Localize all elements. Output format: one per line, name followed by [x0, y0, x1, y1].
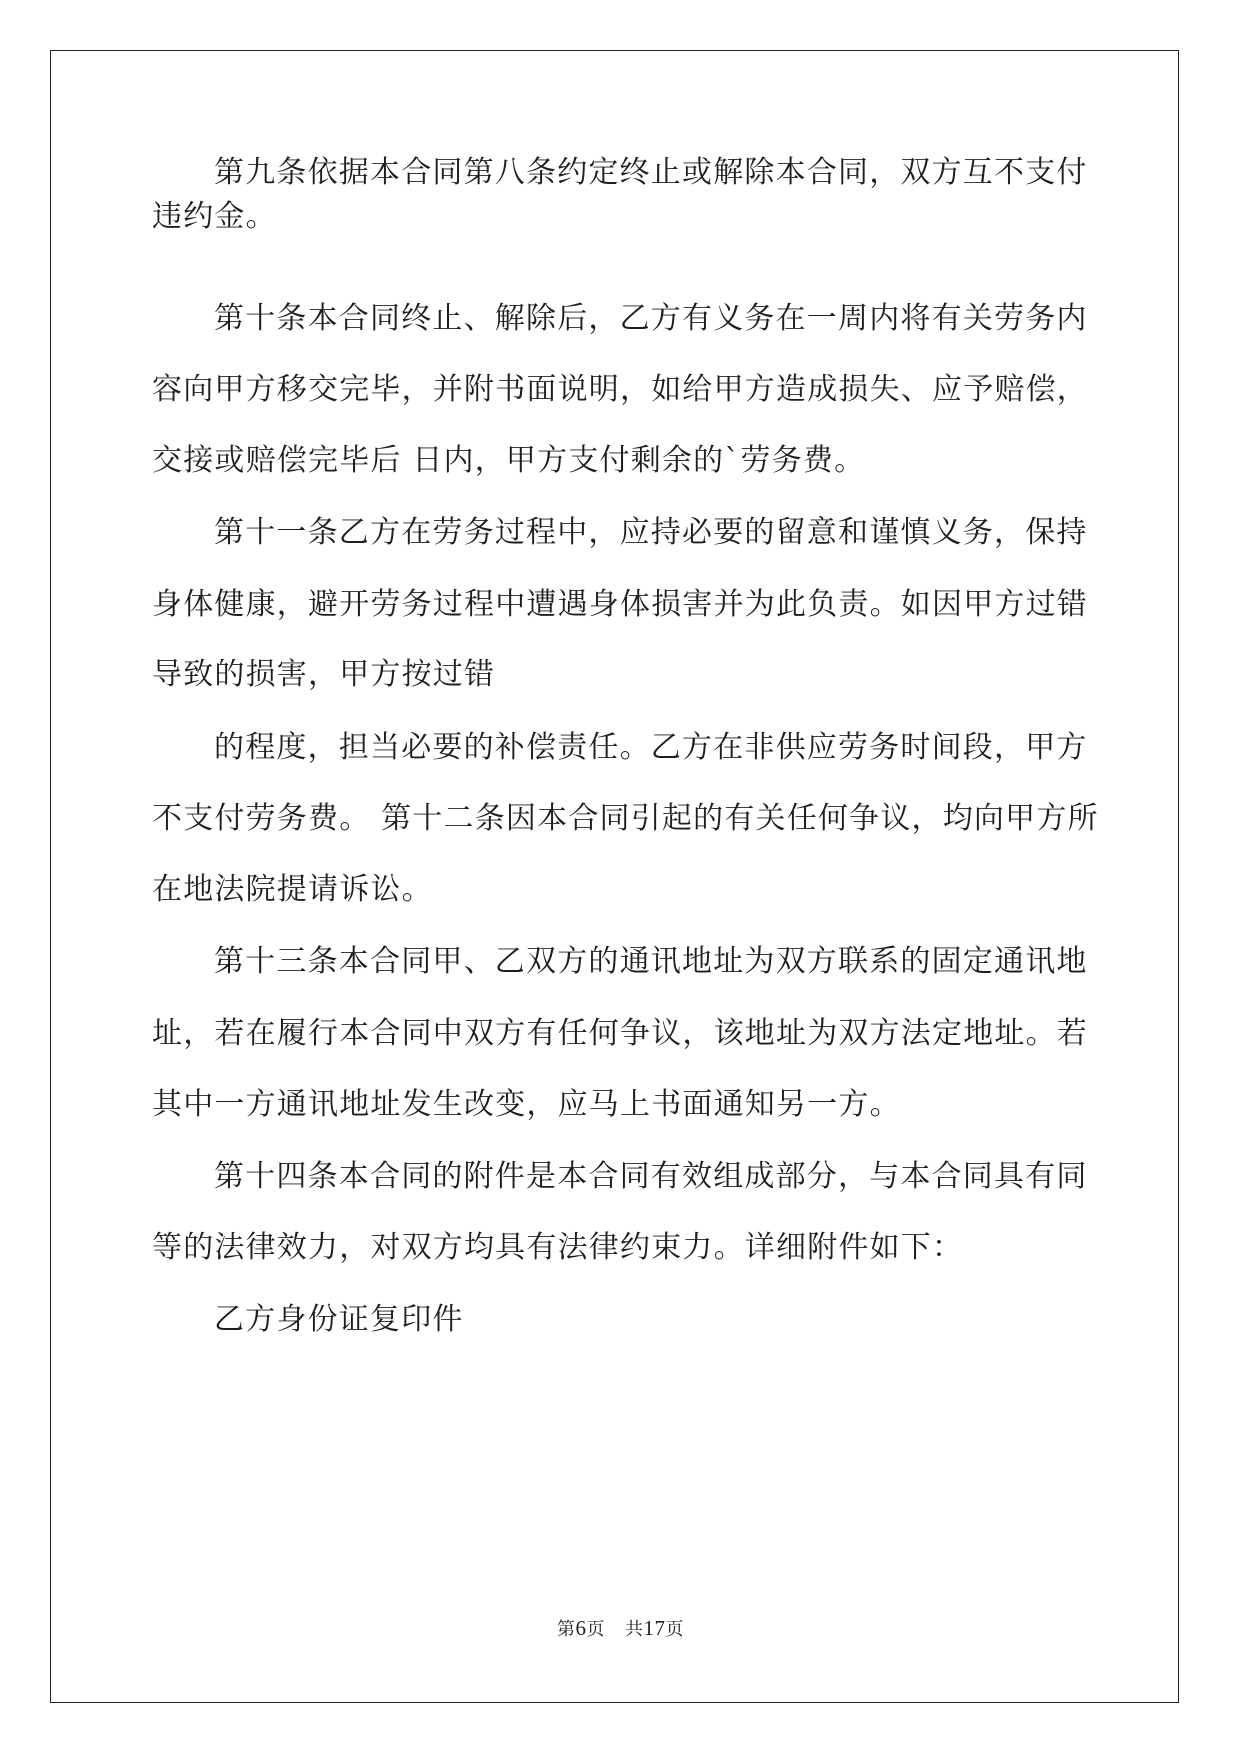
paragraph-line: 的程度，担当必要的补偿责任。乙方在非供应劳务时间段，甲方 — [214, 730, 1088, 765]
total-pages: 17 — [643, 1616, 666, 1640]
paragraph-line: 等的法律效力，对双方均具有法律约束力。详细附件如下： — [152, 1230, 964, 1265]
footer-total-suffix: 页 — [665, 1619, 684, 1640]
paragraph-line: 其中一方通讯地址发生改变，应马上书面通知另一方。 — [152, 1087, 901, 1122]
paragraph-line: 导致的损害，甲方按过错 — [152, 657, 496, 692]
paragraph-line: 违约金。 — [152, 199, 277, 234]
paragraph-line: 第十一条乙方在劳务过程中，应持必要的留意和谨慎义务，保持 — [214, 515, 1088, 550]
paragraph-line: 身体健康，避开劳务过程中遭遇身体损害并为此负责。如因甲方过错 — [152, 587, 1088, 622]
footer-prefix: 第 — [557, 1619, 576, 1640]
footer-page-suffix: 页 — [586, 1619, 605, 1640]
page-footer — [0, 1615, 1241, 1641]
page-number: 6 — [575, 1616, 587, 1640]
paragraph-line: 第十三条本合同甲、乙双方的通讯地址为双方联系的固定通讯地 — [214, 944, 1088, 979]
paragraph-line: 址，若在履行本合同中双方有任何争议，该地址为双方法定地址。若 — [152, 1016, 1088, 1051]
paragraph-line: 第十条本合同终止、解除后，乙方有义务在一周内将有关劳务内 — [214, 301, 1088, 336]
paragraph-line: 交接或赔偿完毕后 日内，甲方支付剩余的`劳务费。 — [152, 443, 866, 478]
paragraph-line: 第九条依据本合同第八条约定终止或解除本合同，双方互不支付 — [214, 155, 1088, 190]
footer-total-prefix: 共 — [625, 1619, 644, 1640]
paragraph-line: 容向甲方移交完毕，并附书面说明，如给甲方造成损失、应予赔偿， — [152, 372, 1088, 407]
paragraph-line: 乙方身份证复印件 — [214, 1302, 464, 1337]
paragraph-line: 第十四条本合同的附件是本合同有效组成部分，与本合同具有同 — [214, 1159, 1088, 1194]
paragraph-line: 不支付劳务费。 第十二条因本合同引起的有关任何争议，均向甲方所 — [152, 801, 1099, 836]
paragraph-line: 在地法院提请诉讼。 — [152, 872, 433, 907]
